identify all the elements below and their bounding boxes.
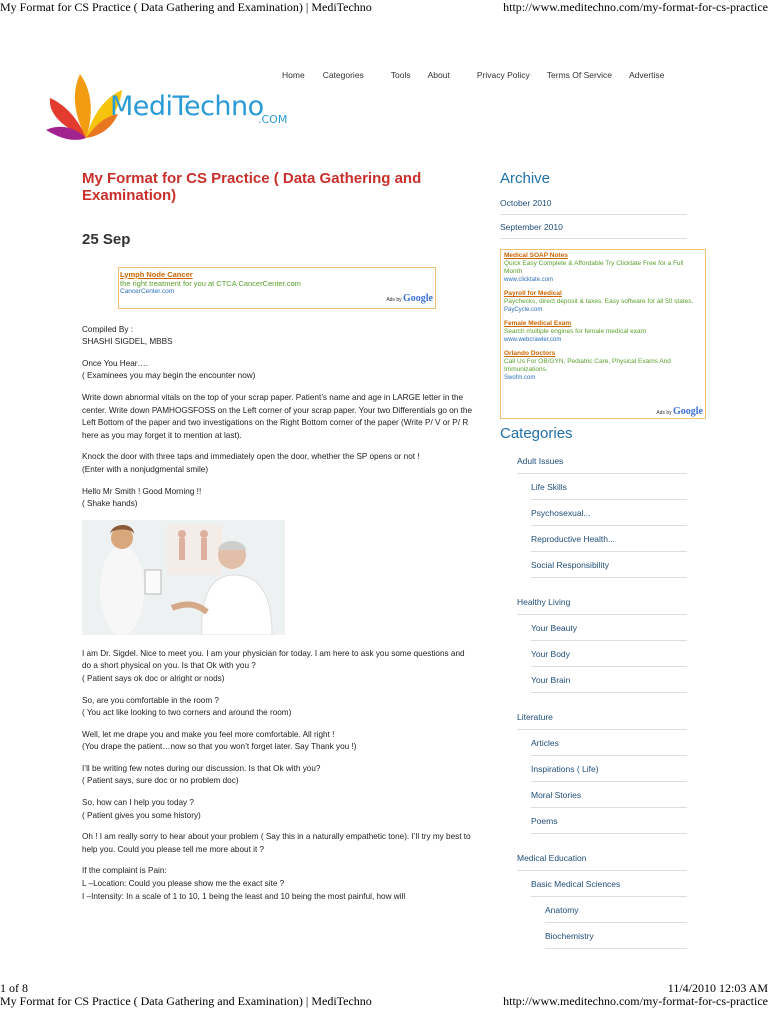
- category-link[interactable]: Psychosexual...: [531, 504, 687, 526]
- print-footer-url: http://www.meditechno.com/my-format-for-cs-practice: [503, 994, 768, 1008]
- ad-url[interactable]: PayCycle.com: [504, 307, 543, 313]
- article-body-part2: [82, 648, 472, 904]
- logo-wordmark: MediTechno: [110, 91, 264, 122]
- post-title[interactable]: My Format for CS Practice ( Data Gathering and Examination): [82, 170, 422, 204]
- print-footer-title: My Format for CS Practice ( Data Gathering and Examination) | MediTechno: [0, 994, 372, 1008]
- sidebar: [500, 170, 703, 953]
- top-nav: [282, 70, 664, 80]
- paragraph-line: So, how can I help you today ?: [82, 798, 194, 808]
- print-header: [0, 0, 768, 14]
- paragraph-line: I’ll be writing few notes during our discussion. Is that Ok with you?: [82, 763, 321, 773]
- logo-com: .COM: [258, 113, 288, 126]
- article-paragraph: [82, 797, 472, 822]
- paragraph-line: ( Examinees you may begin the encounter now): [82, 371, 256, 381]
- paragraph-line: Once You Hear….: [82, 358, 148, 368]
- article-paragraph: [82, 648, 472, 686]
- ad-description: the right treatment for you at CTCA CancerCenter.com: [120, 278, 301, 288]
- paragraph-line: ( Patient says, sure doc or no problem doc): [82, 776, 239, 786]
- category-link[interactable]: Life Skills: [531, 478, 687, 500]
- article: [82, 170, 472, 912]
- article-paragraph: [82, 358, 472, 383]
- nav-about[interactable]: About: [427, 70, 450, 80]
- article-paragraph: [82, 831, 472, 856]
- sidebar-ad[interactable]: [504, 252, 702, 284]
- ads-by-label: Ads by: [386, 297, 402, 303]
- paragraph-line: (You drape the patient…now so that you won’t forget later. Say Thank you !): [82, 742, 357, 752]
- ad-description: Quick Easy Complete & Affordable Try Clicktate Free for a Full Month: [504, 260, 684, 275]
- article-paragraph: [82, 451, 472, 476]
- ad-description: Call Us For OB/GYN, Pediatric Care, Physical Exams And Immunizations.: [504, 358, 671, 373]
- category-gap: [500, 838, 687, 849]
- ad-title[interactable]: Lymph Node Cancer: [120, 269, 193, 279]
- ad-description: Paychecks, direct deposit & taxes. Easy software for all 50 states.: [504, 298, 694, 305]
- sidebar-ad[interactable]: [504, 290, 702, 314]
- ad-title[interactable]: Payroll for Medical: [504, 290, 562, 297]
- ad-url[interactable]: Swofm.com: [504, 375, 536, 381]
- ad-title[interactable]: Orlando Doctors: [504, 350, 556, 357]
- paragraph-line: ( Patient says ok doc or alright or nods): [82, 673, 225, 683]
- print-timestamp: 11/4/2010 12:03 AM: [667, 981, 768, 995]
- nav-advertise[interactable]: Advertise: [628, 70, 665, 80]
- paragraph-line: ( You act like looking to two corners and around the room): [82, 708, 292, 718]
- paragraph-line: I –Intensity: In a scale of 1 to 10, 1 being the least and 10 being the most painful, how will: [82, 891, 406, 901]
- paragraph-line: Oh ! I am really sorry to hear about your problem ( Say this in a naturally empathetic tone). I’ll try my best to help you. Could you please tell me more about it ?: [82, 832, 471, 854]
- paragraph-line: L –Location: Could you please show me the exact site ?: [82, 879, 285, 889]
- archive-link-october-2010[interactable]: October 2010: [500, 195, 687, 215]
- google-logo: Google: [673, 406, 703, 417]
- paragraph-line: If the complaint is Pain:: [82, 866, 167, 876]
- category-link[interactable]: Literature: [517, 708, 687, 730]
- paragraph-line: Write down abnormal vitals on the top of your scrap paper. Patient’s name and age in LARGE letter in the center. Write down PAMHOGSFOSS on the Left corner of your scrap paper. Your two Differentials go on the Left Bottom of the paper and two investigations on the Right Bottom corner of the paper (Write P/ V or P/ R here as you may forget it to mention at last).: [82, 392, 473, 440]
- ad-title[interactable]: Medical SOAP Notes: [504, 252, 568, 259]
- page-number: 1 of 8: [0, 981, 28, 995]
- ad-url[interactable]: www.webcrawler.com: [504, 337, 562, 343]
- category-link[interactable]: Your Brain: [531, 671, 687, 693]
- categories-heading: Categories: [500, 425, 573, 442]
- archive-heading: Archive: [500, 170, 551, 187]
- nav-terms-of-service[interactable]: Terms Of Service: [546, 70, 612, 80]
- category-link[interactable]: Adult Issues: [517, 452, 687, 474]
- paragraph-line: Knock the door with three taps and immediately open the door, whether the SP opens or not !: [82, 452, 420, 462]
- article-paragraph: [82, 865, 472, 903]
- paragraph-line: SHASHI SIGDEL, MBBS: [82, 337, 173, 347]
- article-paragraph: [82, 695, 472, 720]
- nav-privacy-policy[interactable]: Privacy Policy: [476, 70, 530, 80]
- category-gap: [500, 582, 687, 593]
- category-link[interactable]: Anatomy: [545, 901, 687, 923]
- sidebar-ad[interactable]: [504, 350, 702, 382]
- article-paragraph: [82, 392, 472, 442]
- article-paragraph: [82, 486, 472, 511]
- ads-by-label: Ads by: [656, 410, 672, 416]
- category-link[interactable]: Medical Education: [517, 849, 687, 871]
- article-ad[interactable]: [118, 267, 436, 309]
- sidebar-ad[interactable]: [504, 320, 702, 344]
- category-link[interactable]: Social Responsibility: [531, 556, 687, 578]
- post-date: 25 Sep: [82, 231, 131, 248]
- paragraph-line: Compiled By :: [82, 324, 133, 334]
- paragraph-line: I am Dr. Sigdel. Nice to meet you. I am your physician for today. I am here to ask you some questions and do a short physical on you. Is that Ok with you ?: [82, 648, 465, 671]
- paragraph-line: ( Patient gives you some history): [82, 810, 201, 820]
- paragraph-line: Well, let me drape you and make you feel more comfortable. All right !: [82, 729, 335, 739]
- sidebar-ads-by-google[interactable]: [656, 408, 703, 417]
- ad-url[interactable]: www.clicktate.com: [504, 277, 554, 283]
- category-list: [500, 452, 687, 949]
- archive-link-september-2010[interactable]: September 2010: [500, 219, 687, 239]
- paragraph-line: Hello Mr Smith ! Good Morning !!: [82, 486, 202, 496]
- category-link[interactable]: Poems: [531, 812, 687, 834]
- category-link[interactable]: Inspirations ( Life): [531, 760, 687, 782]
- nav-categories[interactable]: Categories: [322, 70, 364, 80]
- paragraph-line: (Enter with a nonjudgmental smile): [82, 464, 209, 474]
- category-gap: [500, 697, 687, 708]
- category-link[interactable]: Biochemistry: [545, 927, 687, 949]
- article-paragraph: [82, 763, 472, 788]
- paragraph-line: So, are you comfortable in the room ?: [82, 695, 219, 705]
- category-link[interactable]: Articles: [531, 734, 687, 756]
- article-paragraph: [82, 324, 472, 349]
- ad-description: Search multiple engines for female medical exam: [504, 328, 646, 335]
- nav-tools[interactable]: Tools: [390, 70, 411, 80]
- category-link[interactable]: Healthy Living: [517, 593, 687, 615]
- print-header-title: My Format for CS Practice ( Data Gathering and Examination) | MediTechno: [0, 0, 372, 14]
- article-body-part1: [82, 324, 472, 511]
- sidebar-ads: [500, 249, 706, 419]
- ad-title[interactable]: Female Medical Exam: [504, 320, 572, 327]
- category-link[interactable]: Reproductive Health...: [531, 530, 687, 552]
- category-link[interactable]: Your Body: [531, 645, 687, 667]
- google-logo: Google: [403, 293, 433, 304]
- site-logo[interactable]: [46, 68, 301, 144]
- article-paragraph: [82, 729, 472, 754]
- print-footer: [0, 994, 768, 1008]
- doctor-patient-photo: [82, 520, 285, 635]
- ad-url[interactable]: CancerCenter.com: [120, 287, 175, 295]
- print-header-url: http://www.meditechno.com/my-format-for-cs-practice: [503, 0, 768, 14]
- print-footer-page-info: [0, 981, 768, 995]
- ads-by-google[interactable]: [386, 293, 433, 307]
- category-link[interactable]: Your Beauty: [531, 619, 687, 641]
- category-link[interactable]: Basic Medical Sciences: [531, 875, 687, 897]
- category-link[interactable]: Moral Stories: [531, 786, 687, 808]
- paragraph-line: ( Shake hands): [82, 499, 138, 509]
- nav-home[interactable]: Home: [282, 70, 305, 80]
